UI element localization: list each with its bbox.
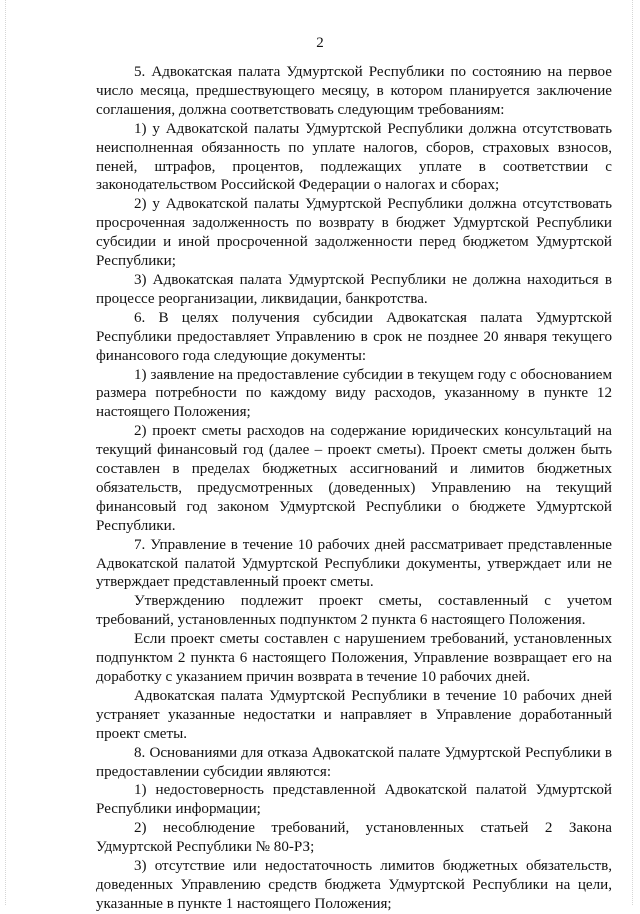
page-number: 2	[316, 35, 324, 51]
paragraph-5-requirements: 5. Адвокатская палата Удмуртской Республики по состоянию на первое число месяца, предшествующего месяцу, в котором планируется заключение соглашения, должна соответствовать следующим требованиям:	[96, 64, 612, 118]
paragraph-6-item-2: 2) проект сметы расходов на содержание юридических консультаций на текущий финансовый год (далее – проект сметы). Проект сметы должен быть составлен в пределах бюджетных ассигнований и лимитов бюджетных обязательств, предусмотренных (доведенных) Управлению на текущий финансовый год законом Удмуртской Республики о бюджете Удмуртской Республики.	[96, 423, 612, 534]
paragraph-6-documents: 6. В целях получения субсидии Адвокатская палата Удмуртской Республики предоставляет Управлению в срок не позднее 20 января текущего финансового года следующие документы:	[96, 309, 612, 364]
paragraph-6-item-1: 1) заявление на предоставление субсидии в текущем году с обоснованием размера потребности по каждому виду расходов, указанному в пункте 12 настоящего Положения;	[96, 366, 612, 421]
paragraph-8-item-2: 2) несоблюдение требований, установленных статьей 2 Закона Удмуртской Республики № 80-РЗ;	[96, 820, 612, 856]
scan-edge-right	[632, 0, 634, 905]
scan-edge-left	[5, 0, 7, 905]
paragraph-8-item-1: 1) недостоверность представленной Адвокатской палатой Удмуртской Республики информации;	[96, 782, 612, 818]
paragraph-8-item-3: 3) отсутствие или недостаточность лимитов бюджетных обязательств, доведенных Управлению средств бюджета Удмуртской Республики на цели, указанные в пункте 1 настоящего Положения;	[96, 858, 612, 912]
paragraph-7-return: Если проект сметы составлен с нарушением требований, установленных подпунктом 2 пункта 6 настоящего Положения, Управление возвращает его на доработку с указанием причин возврата в течение 10 рабочих дней.	[96, 631, 612, 685]
paragraph-7-review: 7. Управление в течение 10 рабочих дней рассматривает представленные Адвокатской палатой Удмуртской Республики документы, утверждает или не утверждает представленный проект сметы.	[96, 536, 612, 591]
paragraph-8-refusal-grounds: 8. Основаниями для отказа Адвокатской палате Удмуртской Республики в предоставлении субсидии являются:	[96, 744, 612, 780]
paragraph-7-approval: Утверждению подлежит проект сметы, составленный с учетом требований, установленных подпунктом 2 пункта 6 настоящего Положения.	[96, 593, 612, 629]
paragraph-5-item-1: 1) у Адвокатской палаты Удмуртской Республики должна отсутствовать неисполненная обязанность по уплате налогов, сборов, страховых взносов, пеней, штрафов, процентов, подлежащих уплате в соответствии с законодательством Российской Федерации о налогах и сборах;	[96, 120, 612, 194]
paragraph-5-item-3: 3) Адвокатская палата Удмуртской Республики не должна находиться в процессе реорганизации, ликвидации, банкротства.	[96, 271, 612, 307]
document-body	[96, 63, 612, 914]
paragraph-5-item-2: 2) у Адвокатской палаты Удмуртской Республики должна отсутствовать просроченная задолженность по возврату в бюджет Удмуртской Республики субсидии и иной просроченной задолженности перед бюджетом Удмуртской Республики;	[96, 196, 612, 270]
paragraph-7-revision: Адвокатская палата Удмуртской Республики в течение 10 рабочих дней устраняет указанные недостатки и направляет в Управление доработанный проект сметы.	[96, 687, 612, 742]
